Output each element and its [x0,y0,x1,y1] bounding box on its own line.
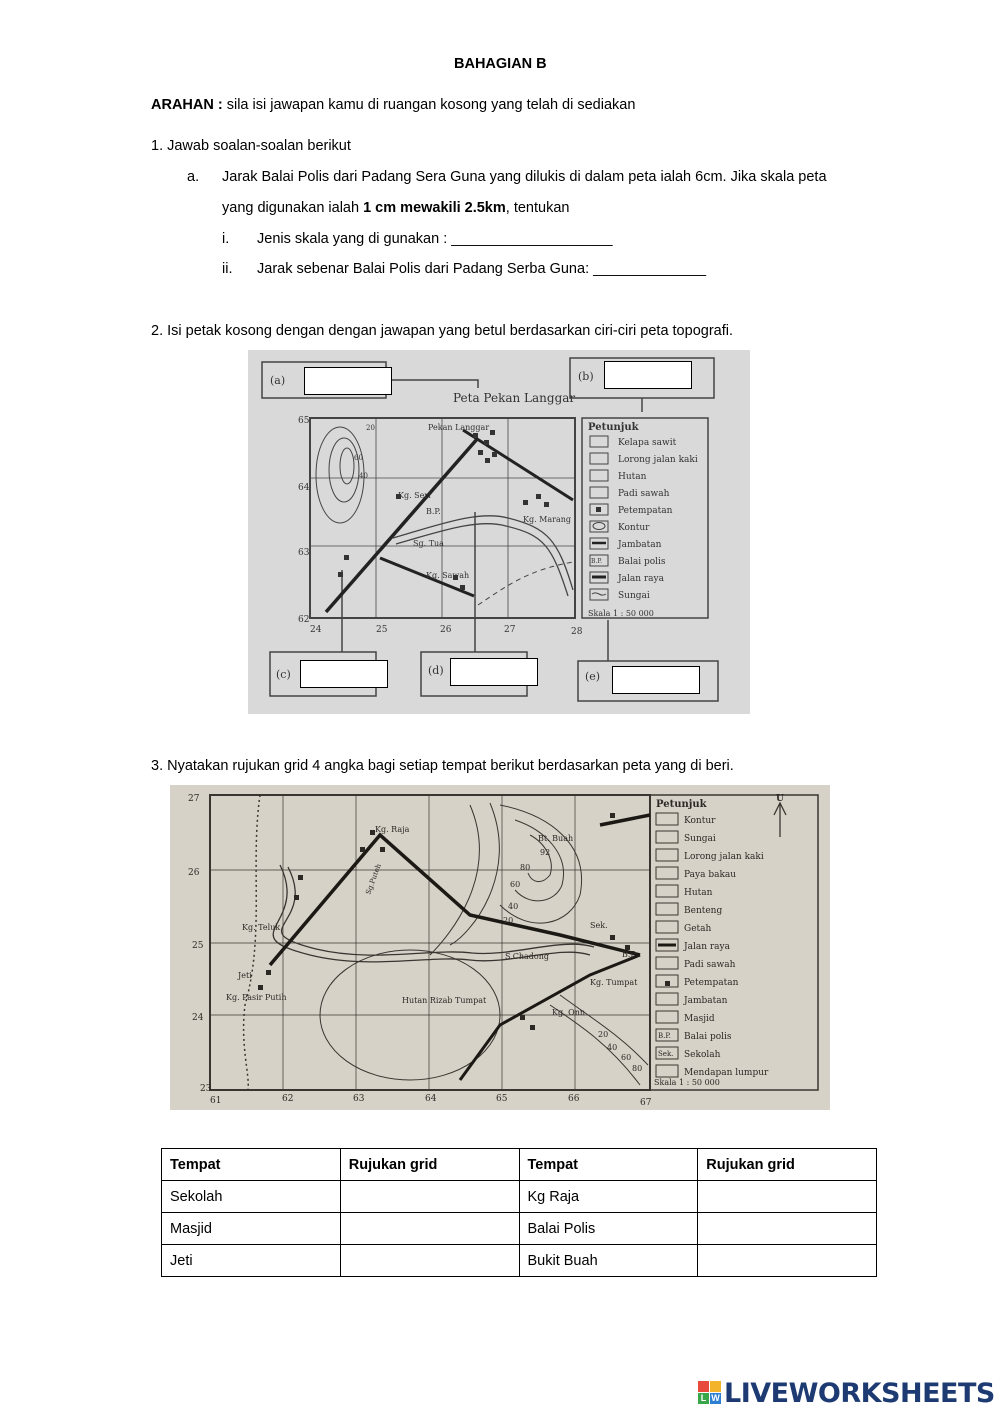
place-kg-pasir-putih: Kg. Pasir Putih [226,993,287,1002]
x-tick-27: 27 [504,625,516,635]
x-tick-66: 66 [568,1094,580,1104]
table-row [162,1213,877,1245]
place-kg-raja: Kg. Raja [375,825,410,834]
answer-input-e[interactable] [612,666,700,694]
map-title: Peta Pekan Langgar [453,391,576,405]
topographic-map-q3 [170,785,830,1110]
map-scale: Skala 1 : 50 000 [588,609,654,618]
x-tick-24: 24 [310,625,322,635]
legend-item: Jalan raya [618,574,664,584]
legend-item: Sungai [618,591,650,601]
header-rujukan-grid: Rujukan grid [698,1149,877,1181]
answer-input-a[interactable] [304,367,392,395]
legend-frame [582,418,708,618]
place-hutan-rizab-tumpat: Hutan Rizab Tumpat [402,996,487,1005]
place-sg-puteh: Sg.Puteh [364,862,383,896]
y-tick-65: 65 [298,416,310,426]
contour-se-40: 40 [607,1043,618,1052]
legend-item: Kelapa sawit [618,438,677,448]
legend-title: Petunjuk [588,422,639,433]
legend-item: Kontur [618,523,650,533]
table-row [162,1245,877,1277]
instruction-label: ARAHAN : [151,97,223,113]
cell-answer[interactable] [340,1245,519,1277]
instruction [151,97,635,113]
answer-input-c[interactable] [300,660,388,688]
q3-title: 3. Nyatakan rujukan grid 4 angka bagi setiap tempat berikut berdasarkan peta yang di beri. [151,758,734,774]
legend-sek-symbol: Sek. [658,1050,674,1058]
arrow-a [386,380,478,388]
y-tick-27: 27 [188,794,200,804]
place-sek: Sek. [590,921,608,930]
q1-a-line2-pre: yang digunakan ialah [222,200,364,216]
legend-item: Padi sawah [618,489,670,499]
place-jeti: Jeti [238,971,252,980]
y-tick-25: 25 [192,941,204,951]
place-kg-tumpat: Kg. Tumpat [590,978,638,987]
place-bp: B.P. [426,507,441,516]
legend-title: Petunjuk [656,799,707,810]
liveworksheets-text: LIVEWORKSHEETS [724,1377,995,1409]
table-row [162,1181,877,1213]
box-label-b: (b) [578,370,594,383]
header-tempat: Tempat [162,1149,341,1181]
contour-20: 20 [503,916,514,925]
grid-reference-table [161,1148,877,1277]
legend-frame [650,795,818,1090]
legend-item: Sekolah [684,1050,721,1060]
cell-answer[interactable] [698,1245,877,1277]
y-tick-23: 23 [200,1084,212,1094]
x-tick-25: 25 [376,625,388,635]
legend-item: Lorong jalan kaki [684,852,764,862]
place-kg-sawah: Kg. Sawah [426,571,470,580]
contour-se-20: 20 [598,1030,609,1039]
cell-tempat: Jeti [162,1245,341,1277]
x-tick-26: 26 [440,625,452,635]
cell-tempat: Sekolah [162,1181,341,1213]
cell-answer[interactable] [698,1213,877,1245]
place-kg-seri: Kg. Seri [398,491,431,500]
q1-a-line2-post: , tentukan [505,200,570,216]
cell-tempat: Masjid [162,1213,341,1245]
y-tick-24: 24 [192,1013,204,1023]
place-bp: B.P [622,950,636,959]
north-label: U [776,794,784,804]
legend-item: Hutan [618,472,647,482]
legend-bp-symbol: B.P. [591,558,603,565]
y-tick-62: 62 [298,615,310,625]
legend-item: Paya bakau [684,870,737,880]
contour-40: 40 [508,902,519,911]
legend-item: Kontur [684,816,716,826]
answer-input-d[interactable] [450,658,538,686]
q1-ii-text: Jarak sebenar Balai Polis dari Padang Serba Guna: ______________ [257,261,707,277]
x-tick-67: 67 [640,1098,652,1108]
legend-item: Padi sawah [684,960,736,970]
legend-item: Balai polis [618,557,666,567]
page-title: BAHAGIAN B [454,56,547,72]
cell-tempat: Bukit Buah [519,1245,698,1277]
q1-i-marker: i. [222,231,230,247]
legend-item: Jambatan [618,540,662,550]
x-tick-28: 28 [571,627,583,637]
contour-20: 20 [366,424,375,432]
instruction-text: sila isi jawapan kamu di ruangan kosong yang telah di sediakan [222,97,636,113]
q1-ii-marker: ii. [222,261,233,277]
place-s-chadong: S.Chadong [505,952,549,961]
legend-item: Jalan raya [684,942,730,952]
cell-answer[interactable] [340,1213,519,1245]
box-label-c: (c) [276,668,291,681]
header-rujukan-grid: Rujukan grid [340,1149,519,1181]
answer-input-b[interactable] [604,361,692,389]
legend-item: Hutan [684,888,713,898]
x-tick-64: 64 [425,1094,437,1104]
liveworksheets-logo[interactable] [698,1378,995,1408]
map-scale: Skala 1 : 50 000 [654,1078,720,1087]
contour-60: 60 [510,880,521,889]
x-tick-62: 62 [282,1094,294,1104]
contour-80: 80 [520,863,531,872]
legend-item: Getah [684,924,712,934]
header-tempat: Tempat [519,1149,698,1181]
legend-item: Masjid [684,1014,715,1024]
cell-answer[interactable] [340,1181,519,1213]
contour-40: 40 [359,472,368,480]
table-header-row [162,1149,877,1181]
y-tick-63: 63 [298,548,310,558]
q1-i-text: Jenis skala yang di gunakan : ____________________ [257,231,613,247]
legend-item: Balai polis [684,1032,732,1042]
q1-title: 1. Jawab soalan-soalan berikut [151,138,351,154]
legend-item: Sungai [684,834,716,844]
q1-a-line2-bold: 1 cm mewakili 2.5km [363,200,506,216]
place-kg-marang: Kg. Marang [523,515,572,524]
box-label-e: (e) [585,670,601,683]
legend-item: Lorong jalan kaki [618,455,698,465]
place-kg-teluk: Kg. Teluk [242,923,281,932]
x-tick-63: 63 [353,1094,365,1104]
legend-item: Mendapan lumpur [684,1068,769,1078]
place-kg-onn: Kg. Onn [552,1008,586,1017]
box-label-d: (d) [428,664,444,677]
q1-a-line2 [222,200,569,216]
box-label-a: (a) [270,374,286,387]
cell-tempat: Kg Raja [519,1181,698,1213]
place-pekan-langgar: Pekan Langgar [428,423,490,432]
legend-item: Petempatan [618,506,673,516]
x-tick-61: 61 [210,1096,222,1106]
place-sg-tua: Sg. Tua [413,539,444,548]
cell-tempat: Balai Polis [519,1213,698,1245]
liveworksheets-icon: L W [698,1381,722,1405]
cell-answer[interactable] [698,1181,877,1213]
legend-bp-symbol: B.P. [658,1032,671,1040]
legend-item: Jambatan [684,996,728,1006]
q1-a-marker: a. [187,169,200,185]
legend-item: Petempatan [684,978,739,988]
contour-se-80: 80 [632,1064,643,1073]
q2-title: 2. Isi petak kosong dengan dengan jawapan yang betul berdasarkan ciri-ciri peta topografi. [151,323,733,339]
contour-60: 60 [354,454,363,462]
y-tick-26: 26 [188,868,200,878]
contour-92: 92 [540,848,551,857]
place-bt-buah: Bt. Buah [538,834,574,843]
contour-se-60: 60 [621,1053,632,1062]
x-tick-65: 65 [496,1094,508,1104]
legend-item: Benteng [684,906,723,916]
q1-a-line1: Jarak Balai Polis dari Padang Sera Guna yang dilukis di dalam peta ialah 6cm. Jika skala peta [222,169,827,185]
y-tick-64: 64 [298,483,310,493]
